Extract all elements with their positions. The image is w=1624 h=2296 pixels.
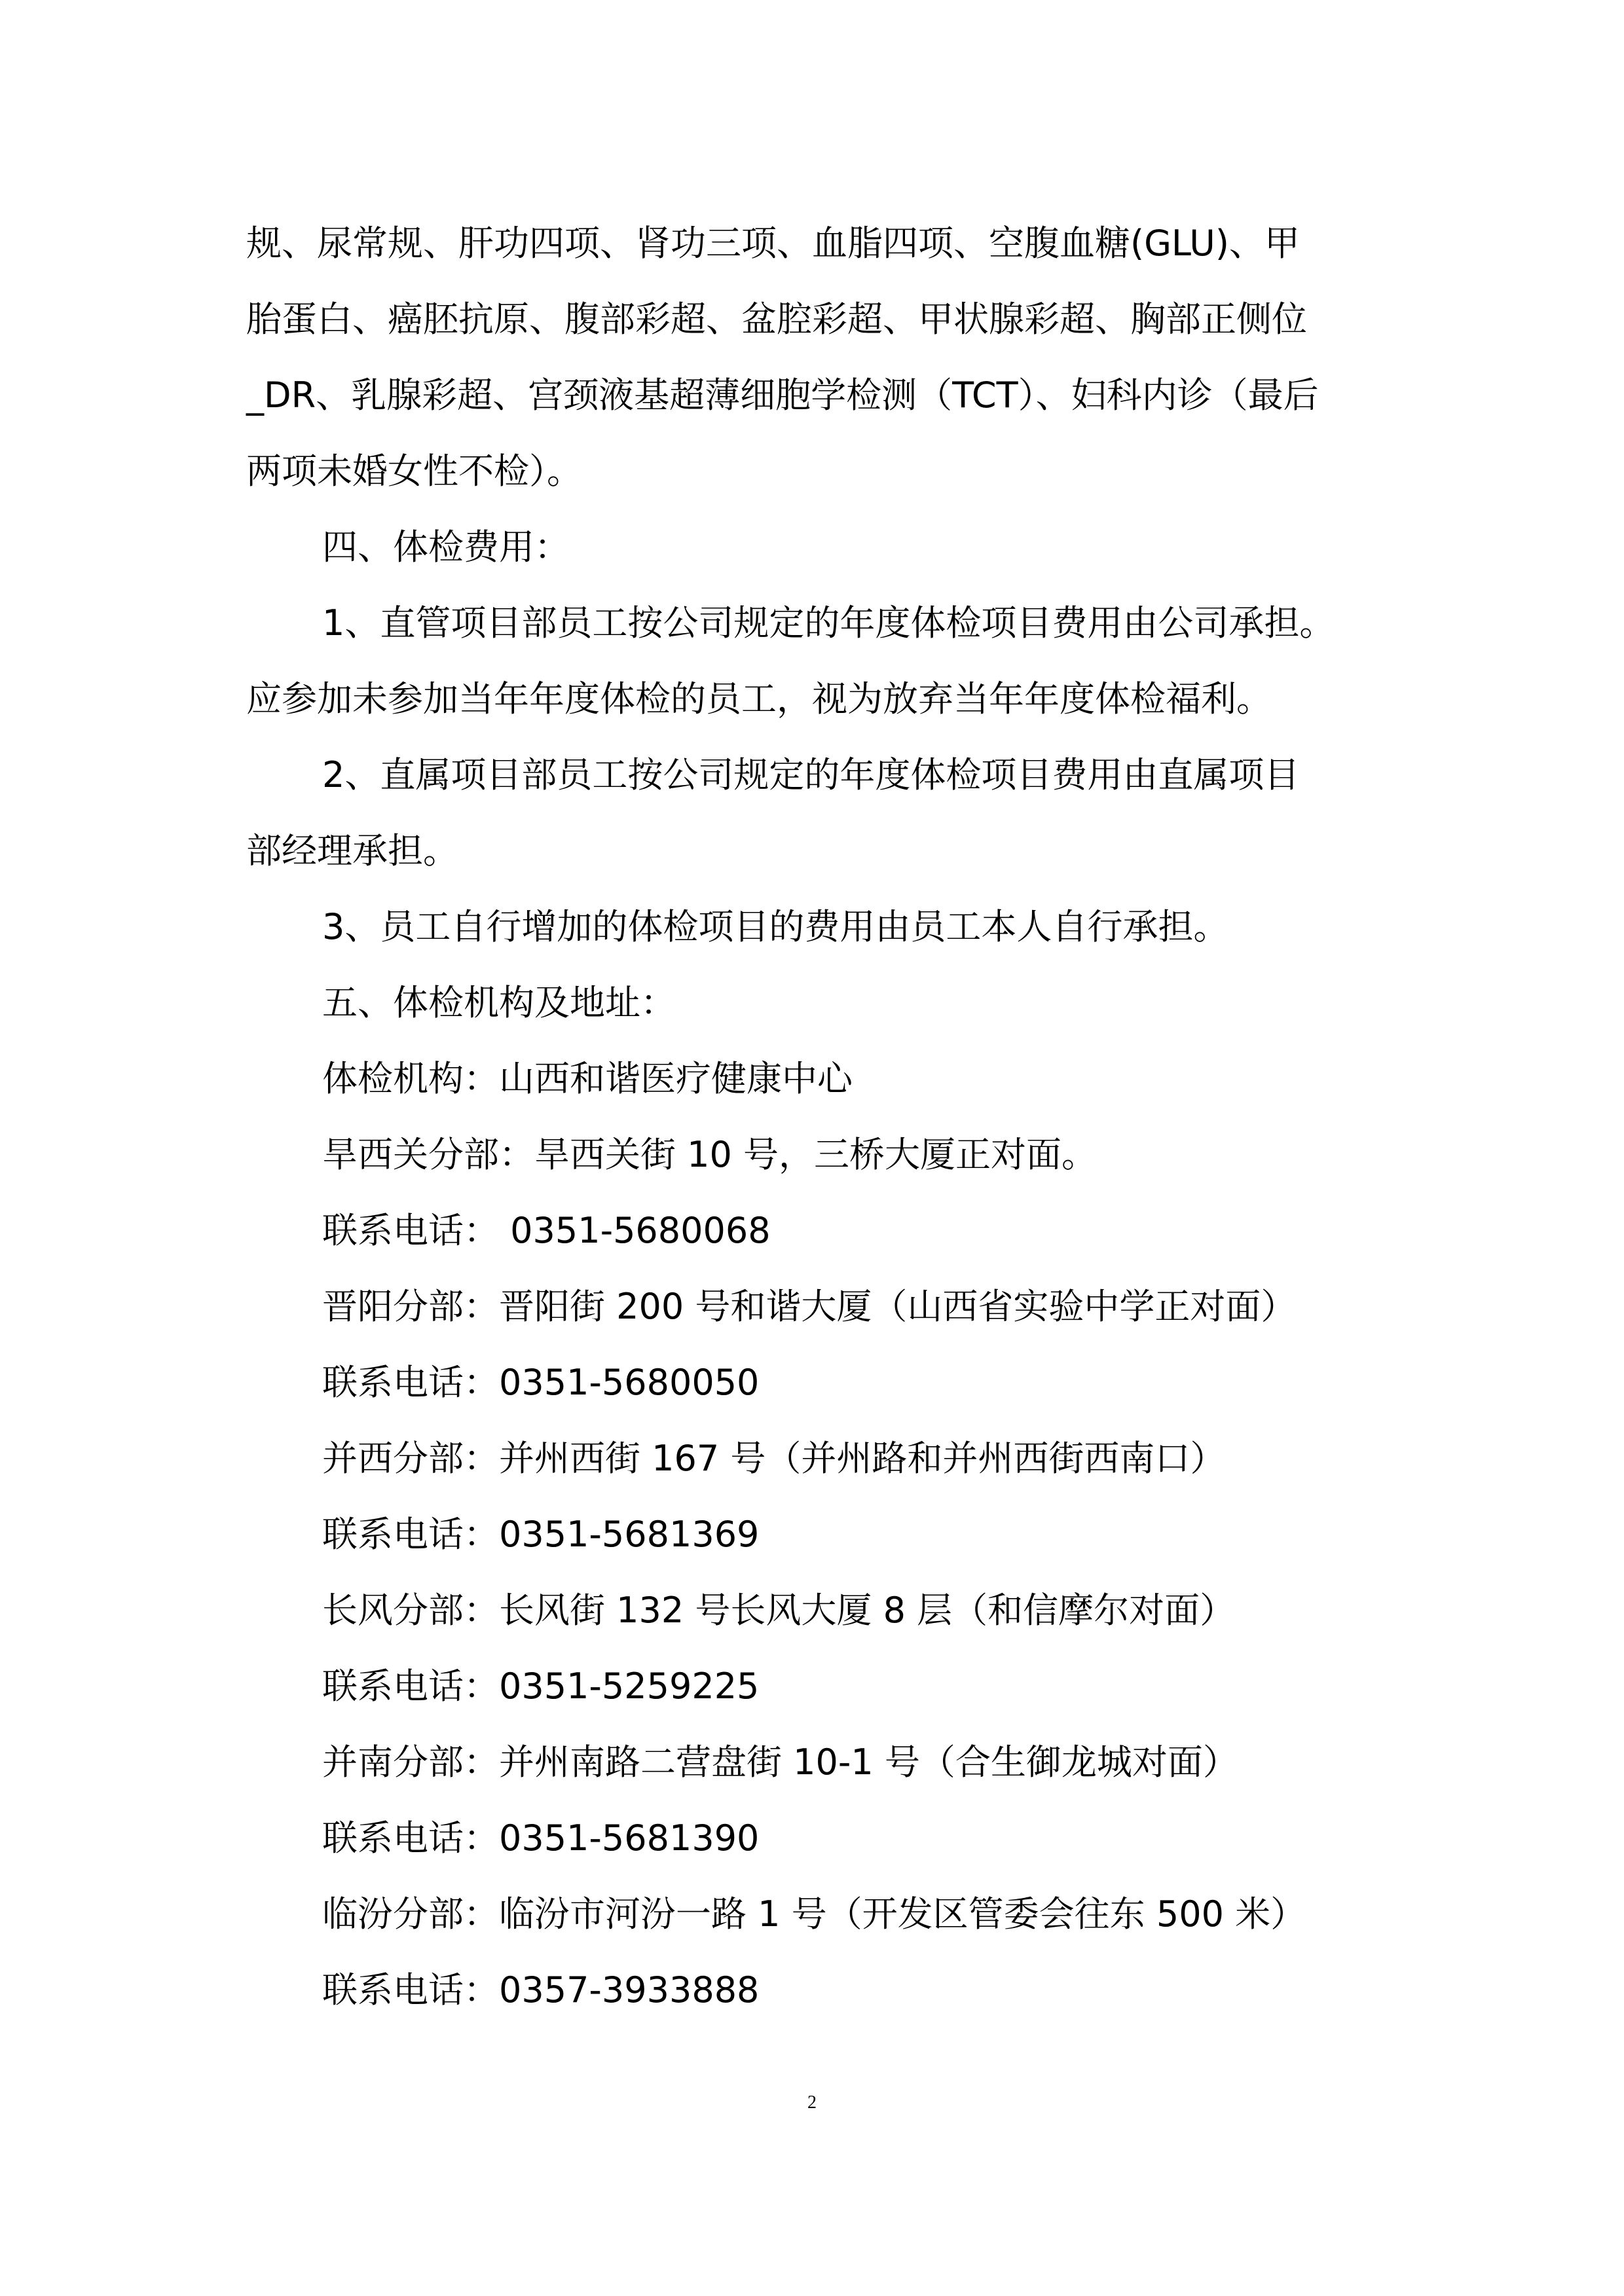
fee-item-3: 3、员工自行增加的体检项目的费用由员工本人自行承担。 [322,906,1229,947]
fee-item-1-line-2: 应参加未参加当年年度体检的员工，视为放弃当年年度体检福利。 [246,678,1272,720]
branch-linfen-phone: 联系电话：0357-3933888 [322,1969,760,2011]
branch-jinyang-phone: 联系电话：0351-5680050 [322,1362,760,1403]
branch-bingnan-phone: 联系电话：0351-5681390 [322,1817,760,1859]
branch-bingnan-address: 并南分部：并州南路二营盘街 10-1 号（合生御龙城对面） [322,1741,1238,1783]
fee-item-2-line-1: 2、直属项目部员工按公司规定的年度体检项目费用由直属项目 [322,754,1300,795]
institution-name: 体检机构：山西和谐医疗健康中心 [322,1058,853,1099]
branch-changfeng-address: 长风分部：长风街 132 号长风大厦 8 层（和信摩尔对面） [322,1590,1236,1631]
branch-hanxiguan-address: 旱西关分部：旱西关街 10 号，三桥大厦正对面。 [322,1134,1098,1175]
text-line-exam-items-1: 规、尿常规、肝功四项、肾功三项、血脂四项、空腹血糖(GLU)、甲 [246,223,1300,264]
branch-bingxi-phone: 联系电话：0351-5681369 [322,1514,760,1555]
section-heading-institutions: 五、体检机构及地址： [322,982,676,1023]
branch-linfen-address: 临汾分部：临汾市河汾一路 1 号（开发区管委会往东 500 米） [322,1893,1306,1935]
branch-changfeng-phone: 联系电话：0351-5259225 [322,1666,760,1707]
branch-bingxi-address: 并西分部：并州西街 167 号（并州路和并州西街西南口） [322,1438,1226,1479]
text-line-exam-items-4: 两项未婚女性不检）。 [246,450,582,492]
branch-hanxiguan-phone: 联系电话： 0351-5680068 [322,1210,771,1251]
section-heading-fees: 四、体检费用： [322,526,570,568]
page-number: 2 [807,2092,817,2113]
text-line-exam-items-3: _DR、乳腺彩超、宫颈液基超薄细胞学检测（TCT）、妇科内诊（最后 [246,374,1319,416]
fee-item-2-line-2: 部经理承担。 [246,830,458,871]
branch-jinyang-address: 晋阳分部：晋阳街 200 号和谐大厦（山西省实验中学正对面） [322,1286,1297,1327]
text-line-exam-items-2: 胎蛋白、癌胚抗原、腹部彩超、盆腔彩超、甲状腺彩超、胸部正侧位 [246,299,1307,340]
fee-item-1-line-1: 1、直管项目部员工按公司规定的年度体检项目费用由公司承担。 [322,602,1335,644]
